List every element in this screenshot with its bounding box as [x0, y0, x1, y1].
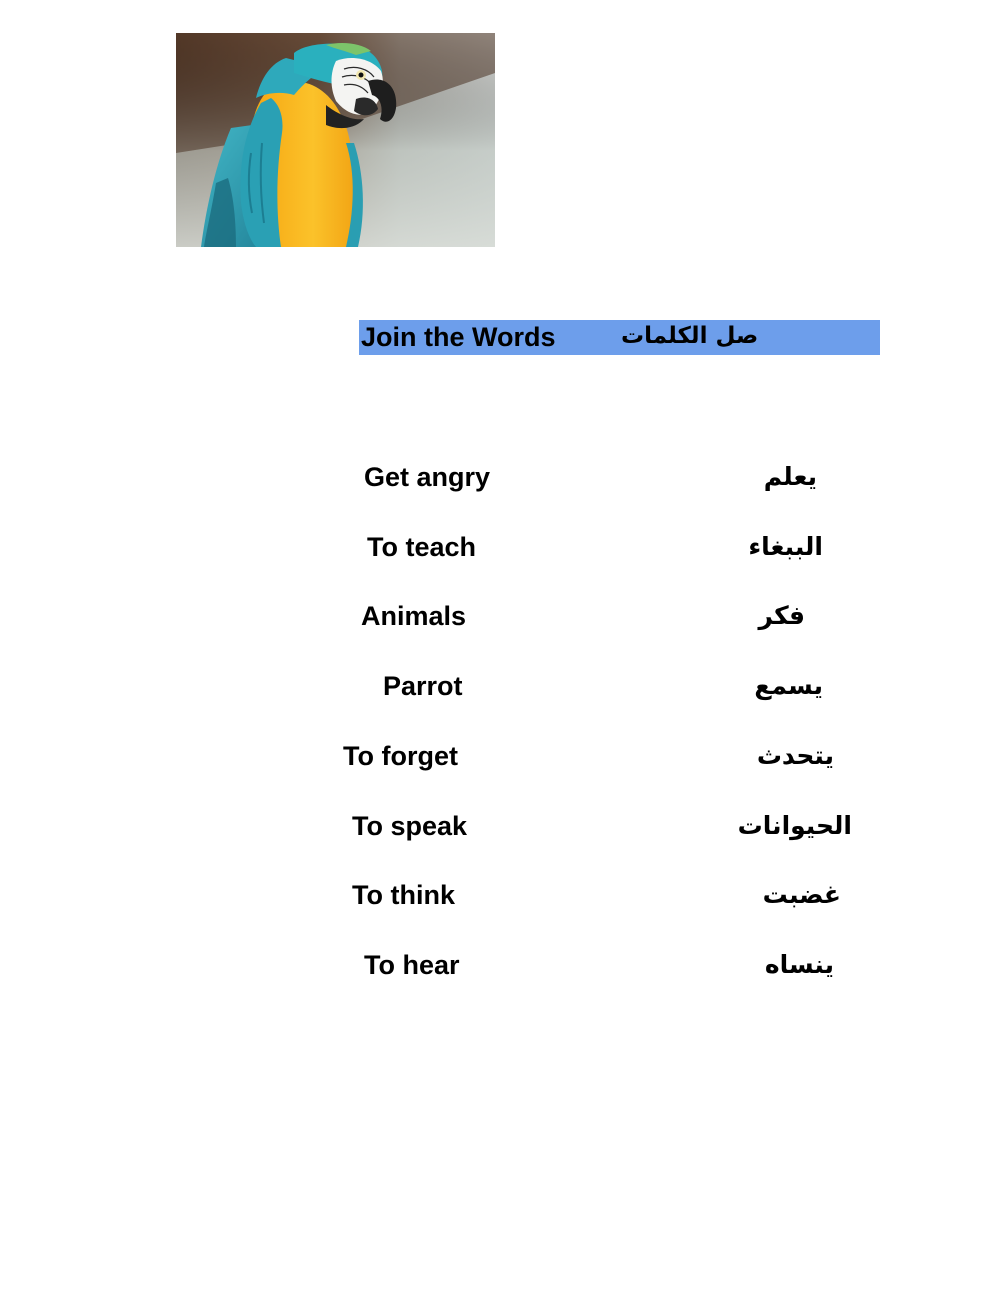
- title-english: Join the Words: [361, 322, 556, 352]
- arabic-word-1: يعلم: [763, 462, 817, 491]
- arabic-word-8: ينساه: [764, 950, 834, 979]
- english-word-1: Get angry: [364, 462, 491, 492]
- english-word-3: Animals: [361, 601, 467, 631]
- arabic-word-4: يسمع: [754, 671, 823, 700]
- english-word-2: To teach: [367, 532, 477, 562]
- english-word-8: To hear: [364, 950, 460, 980]
- arabic-word-3: فكر: [758, 601, 805, 630]
- title-bar: [359, 320, 880, 355]
- arabic-word-2: الببغاء: [748, 532, 823, 561]
- english-word-5: To forget: [343, 741, 458, 771]
- arabic-word-5: يتحدث: [756, 741, 834, 770]
- english-word-7: To think: [352, 880, 455, 910]
- parrot-photo: [176, 33, 495, 247]
- english-word-4: Parrot: [383, 671, 463, 701]
- english-word-6: To speak: [352, 811, 468, 841]
- arabic-word-7: غضبت: [762, 880, 841, 909]
- title-arabic: صل الكلمات: [621, 323, 759, 349]
- arabic-word-6: الحيوانات: [737, 811, 852, 840]
- parrot-icon: [176, 33, 495, 247]
